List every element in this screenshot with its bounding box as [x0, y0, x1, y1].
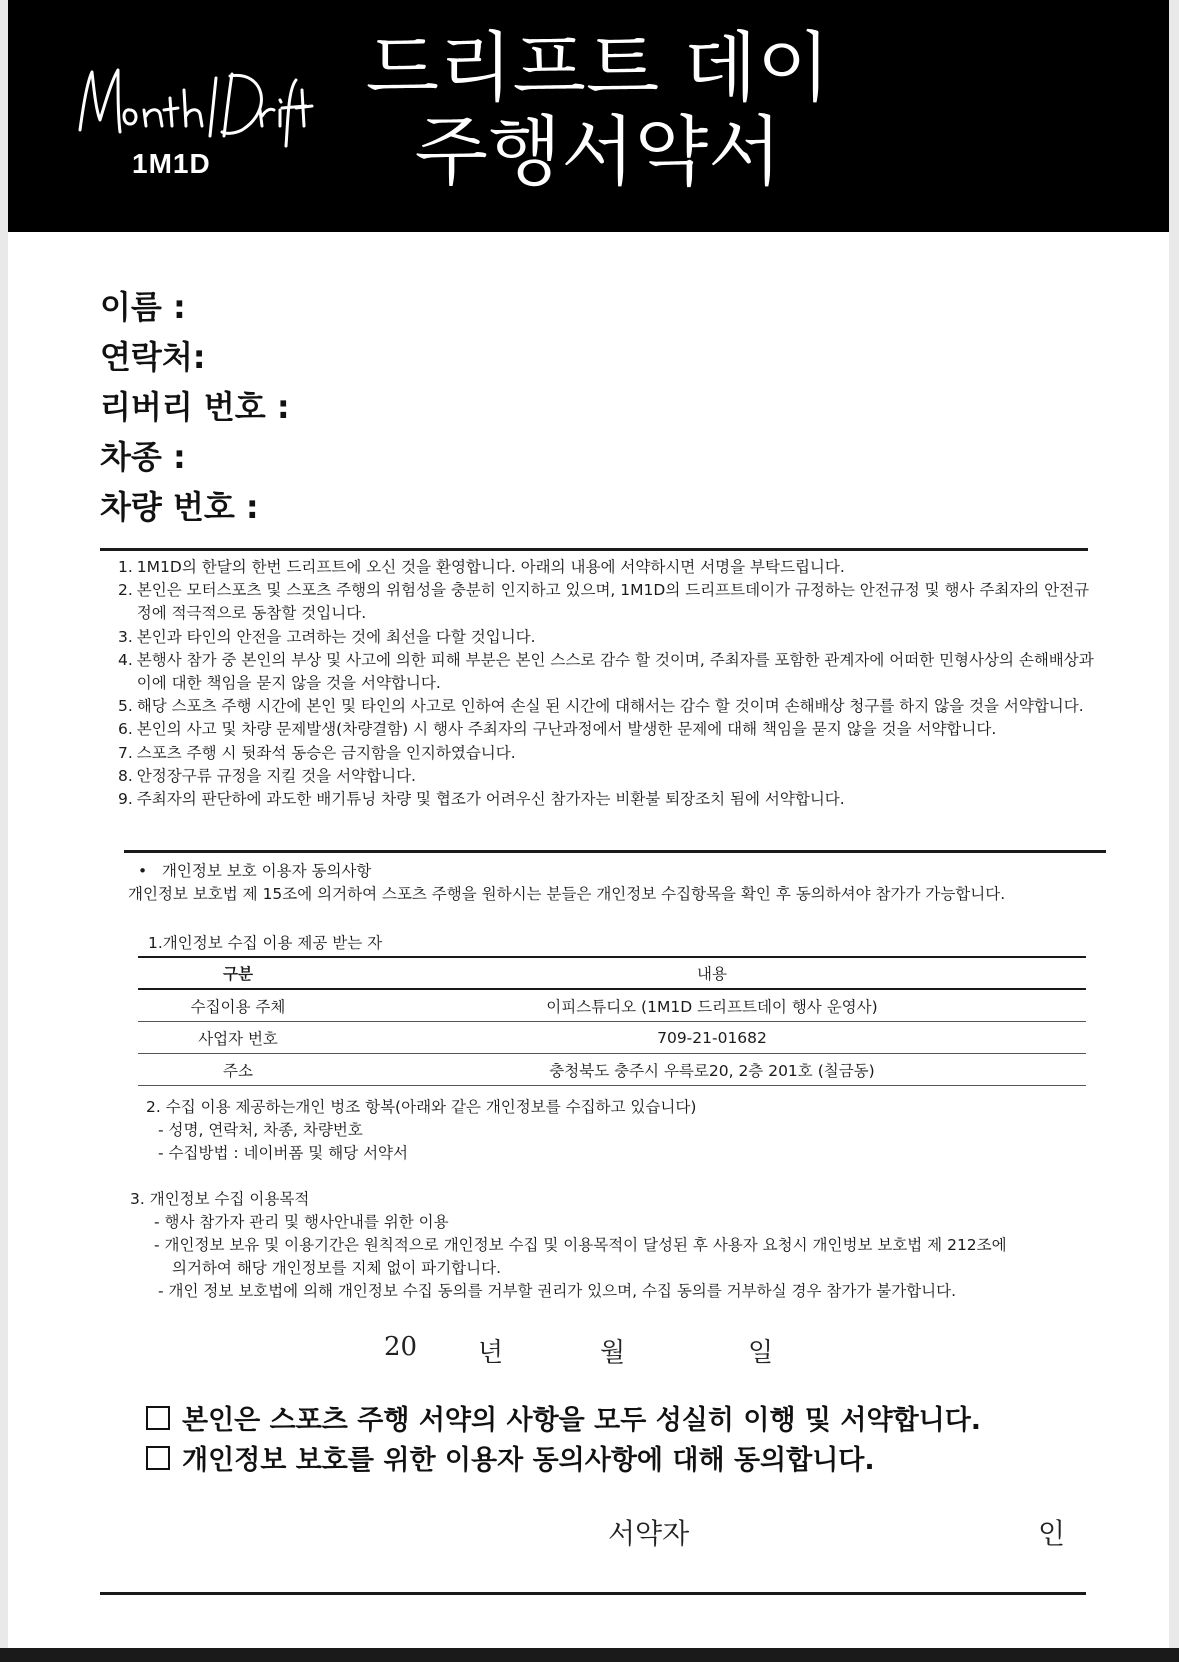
term-number: 9.: [118, 790, 133, 809]
list-item: 의거하여 해당 개인정보를 지체 없이 파기합니다.: [172, 1259, 502, 1277]
term-item: [118, 742, 1098, 765]
seal-label[interactable]: 인: [1038, 1517, 1066, 1550]
document-sheet: [8, 0, 1169, 1648]
term-number: 4.: [118, 650, 133, 669]
term-text: 본행사 참가 중 본인의 부상 및 사고에 의한 피해 부분은 본인 스스로 감수 할 것이며, 주최자를 포함한 관계자에 어떠한 민형사상의 손해배상과 이에 대한 책임을 묻지 않을 것을 서약합니다.: [136, 650, 1094, 693]
name-field[interactable]: 이름 :: [100, 288, 186, 326]
list-item: - 개인 정보 보호법에 의해 개인정보 수집 동의를 거부할 권리가 있으며, 수집 동의를 거부하실 경우 참가가 불가합니다.: [158, 1282, 957, 1300]
table-cell: 709-21-01682: [338, 1022, 1086, 1054]
table-cell: 주소: [138, 1054, 338, 1086]
table-row: [138, 989, 1086, 1022]
term-item: [118, 695, 1098, 718]
term-item: [118, 765, 1098, 788]
term-text: 본인의 사고 및 차량 문제발생(차량결함) 시 행사 주최자의 구난과정에서 발생한 문제에 대해 책임을 묻지 않을 것을 서약합니다.: [136, 720, 997, 739]
table-cell: 사업자 번호: [138, 1022, 338, 1054]
agreement-checkbox[interactable]: [146, 1406, 170, 1430]
term-item: [118, 579, 1098, 625]
purpose-section: [130, 1188, 1090, 1303]
signer-label: 서약자: [608, 1517, 690, 1550]
term-number: 6.: [118, 720, 133, 739]
table-header: 구분: [138, 957, 338, 989]
contact-field[interactable]: 연락처:: [100, 338, 206, 376]
term-item: [118, 788, 1098, 811]
table-cell: 이피스튜디오 (1M1D 드리프트데이 행사 운영사): [338, 989, 1086, 1022]
term-item: [118, 649, 1098, 695]
list-item: - 개인정보 보유 및 이용기간은 원칙적으로 개인정보 수집 및 이용목적이 달성된 후 사용자 요청시 개인벙보 보호법 제 212조에: [154, 1236, 1007, 1254]
bottom-edge: [0, 1648, 1179, 1662]
agreement-text: 개인정보 보호를 위한 이용자 동의사항에 대해 동의합니다.: [182, 1445, 875, 1476]
term-number: 5.: [118, 697, 133, 716]
date-year[interactable]: 20: [384, 1332, 418, 1362]
term-text: 1M1D의 한달의 한번 드리프트에 오신 것을 환영합니다. 아래의 내용에 서약하시면 서명을 부탁드립니다.: [136, 558, 845, 576]
divider: [124, 850, 1106, 853]
livery-number-field[interactable]: 리버리 번호 :: [100, 388, 290, 426]
term-item: [118, 718, 1098, 741]
table-row: [138, 1054, 1086, 1086]
privacy-consent-checkbox[interactable]: [146, 1446, 170, 1470]
date-year-label: 년: [478, 1338, 504, 1368]
term-text: 스포츠 주행 시 뒷좌석 동승은 금지함을 인지하였습니다.: [136, 743, 516, 762]
collector-table: [138, 956, 1086, 1086]
script-logo-graphic: [74, 60, 314, 150]
table-header: 내용: [338, 957, 1086, 989]
term-number: 2.: [118, 581, 133, 600]
car-model-field[interactable]: 차종 :: [100, 438, 186, 476]
date-month-label: 월: [600, 1338, 626, 1368]
term-text: 본인과 타인의 안전을 고려하는 것에 최선을 다할 것입니다.: [136, 627, 536, 646]
table-cell: 수집이용 주체: [138, 989, 338, 1022]
title-line-2: 주행서약서: [414, 107, 782, 196]
divider: [100, 548, 1088, 551]
list-item: - 행사 참가자 관리 및 행사안내를 위한 이용: [154, 1213, 449, 1231]
collector-table-section: [138, 930, 1086, 1086]
bullet-icon: •: [138, 862, 148, 880]
term-number: 1.: [118, 558, 133, 576]
table-header-row: [138, 957, 1086, 989]
section3-title: 3. 개인정보 수집 이용목적: [130, 1190, 310, 1208]
term-text: 안정장구류 규정을 지킬 것을 서약합니다.: [136, 766, 416, 785]
plate-number-field[interactable]: 차량 번호 :: [100, 488, 259, 526]
section1-title: 1.개인정보 수집 이용 제공 받는 자: [148, 934, 383, 952]
list-item: - 성명, 연락처, 차종, 차량번호: [158, 1121, 363, 1139]
table-cell: 충청북도 충주시 우륵로20, 2층 201호 (칠금동): [338, 1054, 1086, 1086]
agreement-row: [146, 1438, 1106, 1477]
privacy-section: [128, 860, 1098, 906]
document-title: [338, 23, 858, 196]
term-number: 7.: [118, 743, 133, 762]
list-item: - 수집방법 : 네이버폼 및 해당 서약서: [158, 1144, 409, 1162]
term-text: 본인은 모터스포츠 및 스포츠 주행의 위험성을 충분히 인지하고 있으며, 1M1D의 드리프트데이가 규정하는 안전규정 및 행사 주최자의 안전규정에 적극적으로 동참할 것입니다.: [136, 581, 1090, 623]
agreement-row: [146, 1398, 1106, 1437]
section2-title: 2. 수집 이용 제공하는개인 벙조 항복(아래와 같은 개인정보를 수집하고 있습니다): [146, 1098, 697, 1116]
privacy-intro: 개인정보 보호법 제 15조에 의거하여 스포츠 주행을 원하시는 분들은 개인정보 수집항목을 확인 후 동의하셔야 참가가 가능합니다.: [128, 885, 1006, 903]
collected-items-section: [146, 1096, 1086, 1165]
date-day-label: 일: [748, 1338, 774, 1368]
term-text: 주최자의 판단하에 과도한 배기튜닝 차량 및 협조가 어려우신 참가자는 비환불 퇴장조치 됨에 서약합니다.: [136, 790, 845, 809]
table-row: [138, 1022, 1086, 1054]
term-text: 해당 스포츠 주행 시간에 본인 및 타인의 사고로 인하여 손실 된 시간에 대해서는 감수 할 것이며 손해배상 청구를 하지 않을 것을 서약합니다.: [136, 697, 1084, 716]
header-banner: [8, 0, 1169, 232]
terms-list: [118, 556, 1098, 811]
privacy-heading-text: 개인정보 보호 이용자 동의사항: [161, 862, 372, 880]
term-number: 8.: [118, 766, 133, 785]
signature-line: [100, 1592, 1086, 1595]
term-item: [118, 626, 1098, 649]
logo-text: 1M1D: [132, 148, 211, 179]
month-1-drift-logo: [74, 60, 314, 150]
title-line-1: 드리프트 데이: [365, 23, 831, 112]
agreement-text: 본인은 스포츠 주행 서약의 사항을 모두 성실히 이행 및 서약합니다.: [182, 1405, 982, 1436]
term-number: 3.: [118, 627, 133, 646]
term-item: [118, 556, 1098, 579]
applicant-fields: [100, 282, 1000, 532]
privacy-heading: [128, 860, 1098, 883]
